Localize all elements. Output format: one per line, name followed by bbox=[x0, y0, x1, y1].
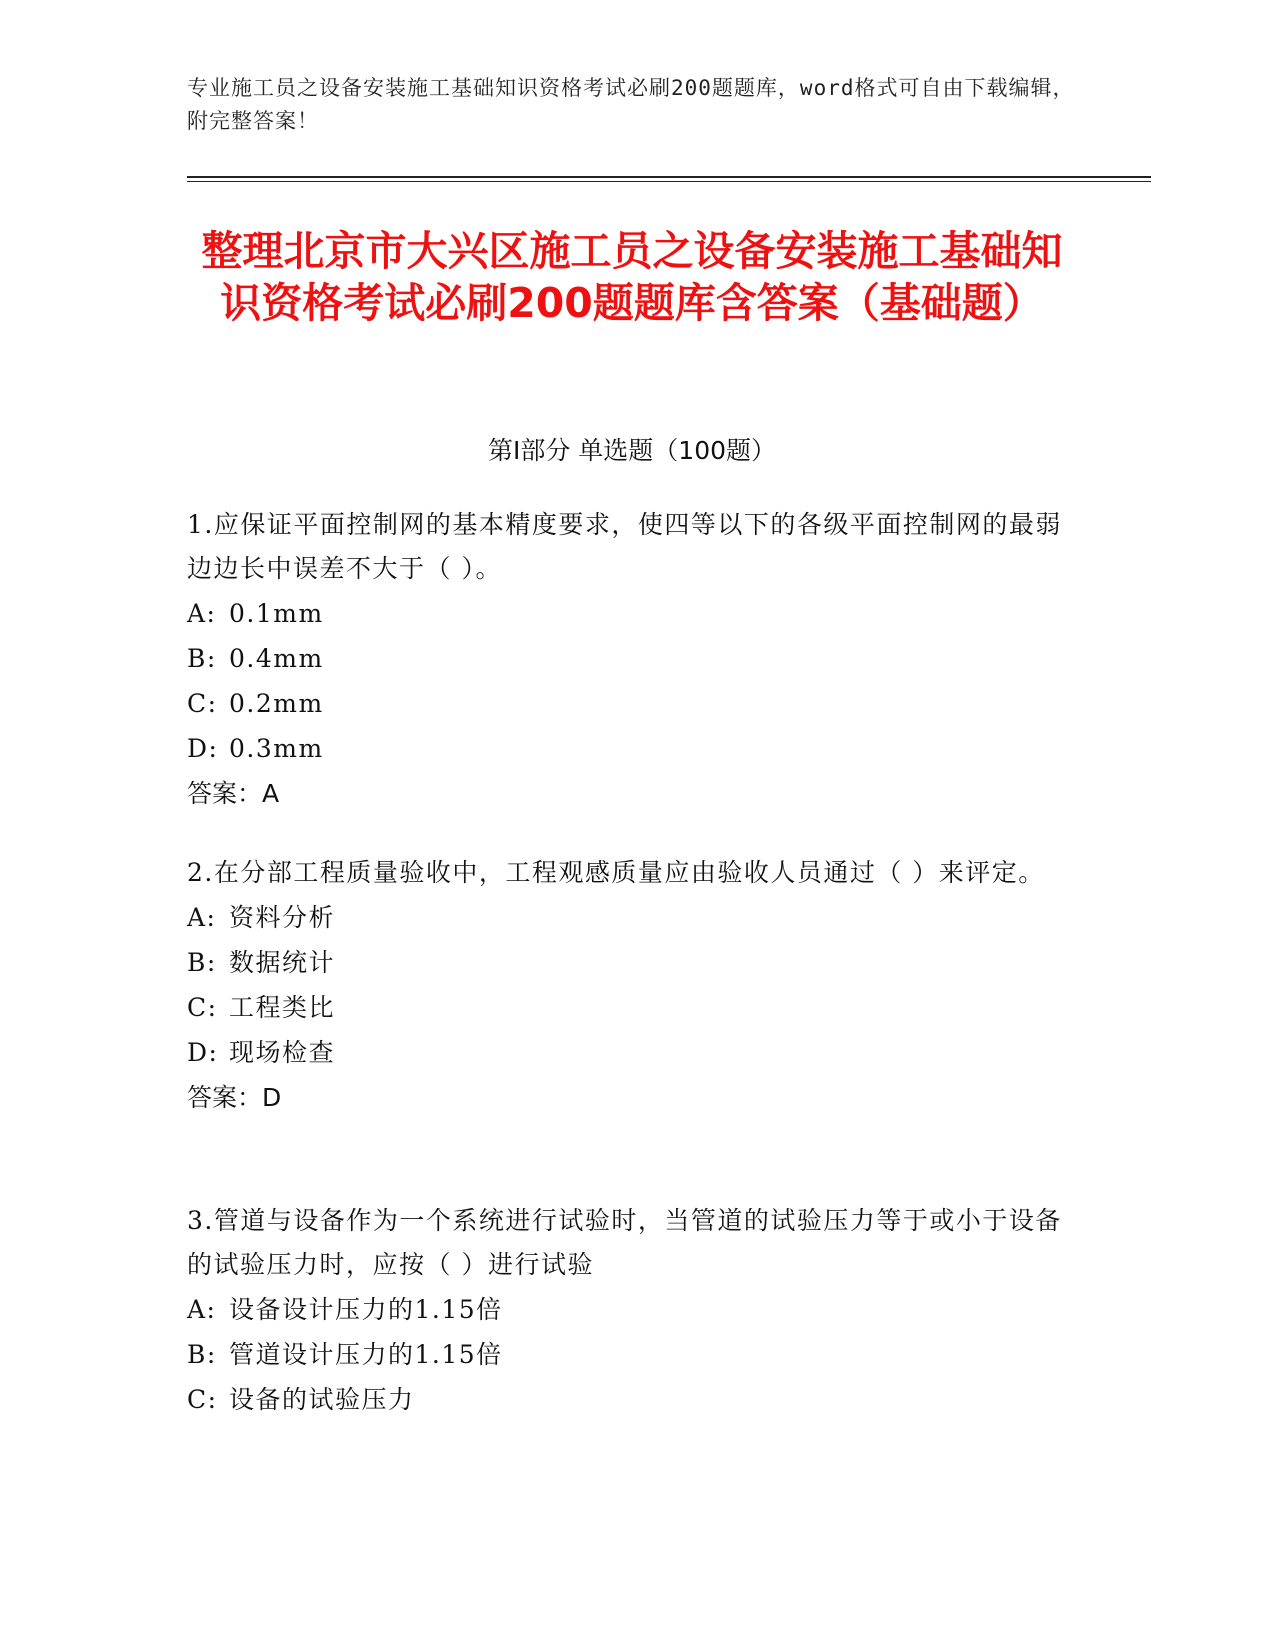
header-note: 专业施工员之设备安装施工基础知识资格考试必刷200题题库，word格式可自由下载编辑，附完整答案！ bbox=[187, 76, 1075, 133]
section-heading: 第I部分 单选题（100题） bbox=[487, 436, 777, 465]
option-b bbox=[187, 1332, 1067, 1377]
option-d bbox=[187, 726, 1067, 771]
question-1 bbox=[187, 503, 1067, 816]
option-text: 0.1mm bbox=[229, 599, 324, 628]
question-2 bbox=[187, 851, 1067, 1120]
option-text: 工程类比 bbox=[229, 993, 336, 1022]
option-key: A: bbox=[187, 599, 217, 628]
option-text: 数据统计 bbox=[229, 948, 336, 977]
option-text: 管道设计压力的1.15倍 bbox=[229, 1340, 503, 1369]
option-key: A: bbox=[187, 1295, 217, 1324]
option-text: 设备的试验压力 bbox=[229, 1385, 415, 1414]
option-c bbox=[187, 985, 1067, 1030]
header-divider-thin bbox=[187, 181, 1151, 182]
option-text: 0.2mm bbox=[229, 689, 324, 718]
option-key: A: bbox=[187, 903, 217, 932]
option-key: B: bbox=[187, 948, 217, 977]
option-c bbox=[187, 681, 1067, 726]
question-stem: 3.管道与设备作为一个系统进行试验时，当管道的试验压力等于或小于设备的试验压力时，应按（ ）进行试验 bbox=[187, 1206, 1062, 1279]
answer-line: 答案：A bbox=[187, 779, 280, 808]
question-stem: 2.在分部工程质量验收中，工程观感质量应由验收人员通过（ ）来评定。 bbox=[187, 858, 1045, 887]
option-c bbox=[187, 1377, 1067, 1422]
option-d bbox=[187, 1030, 1067, 1075]
option-key: C: bbox=[187, 1385, 218, 1414]
question-3 bbox=[187, 1199, 1067, 1422]
document-title: 整理北京市大兴区施工员之设备安装施工基础知识资格考试必刷200题题库含答案（基础题） bbox=[201, 227, 1063, 327]
option-text: 现场检查 bbox=[229, 1038, 336, 1067]
option-a bbox=[187, 895, 1067, 940]
option-text: 设备设计压力的1.15倍 bbox=[229, 1295, 503, 1324]
option-key: D: bbox=[187, 1038, 219, 1067]
option-key: B: bbox=[187, 1340, 217, 1369]
option-key: B: bbox=[187, 644, 217, 673]
option-key: C: bbox=[187, 689, 218, 718]
option-key: C: bbox=[187, 993, 218, 1022]
header-divider-thick bbox=[187, 176, 1151, 178]
option-a bbox=[187, 591, 1067, 636]
option-text: 资料分析 bbox=[229, 903, 336, 932]
option-a bbox=[187, 1287, 1067, 1332]
option-key: D: bbox=[187, 734, 219, 763]
answer-line: 答案：D bbox=[187, 1083, 282, 1112]
option-b bbox=[187, 940, 1067, 985]
option-text: 0.4mm bbox=[229, 644, 324, 673]
question-stem: 1.应保证平面控制网的基本精度要求，使四等以下的各级平面控制网的最弱边边长中误差不大于（ ）。 bbox=[187, 510, 1062, 583]
option-b bbox=[187, 636, 1067, 681]
option-text: 0.3mm bbox=[229, 734, 324, 763]
